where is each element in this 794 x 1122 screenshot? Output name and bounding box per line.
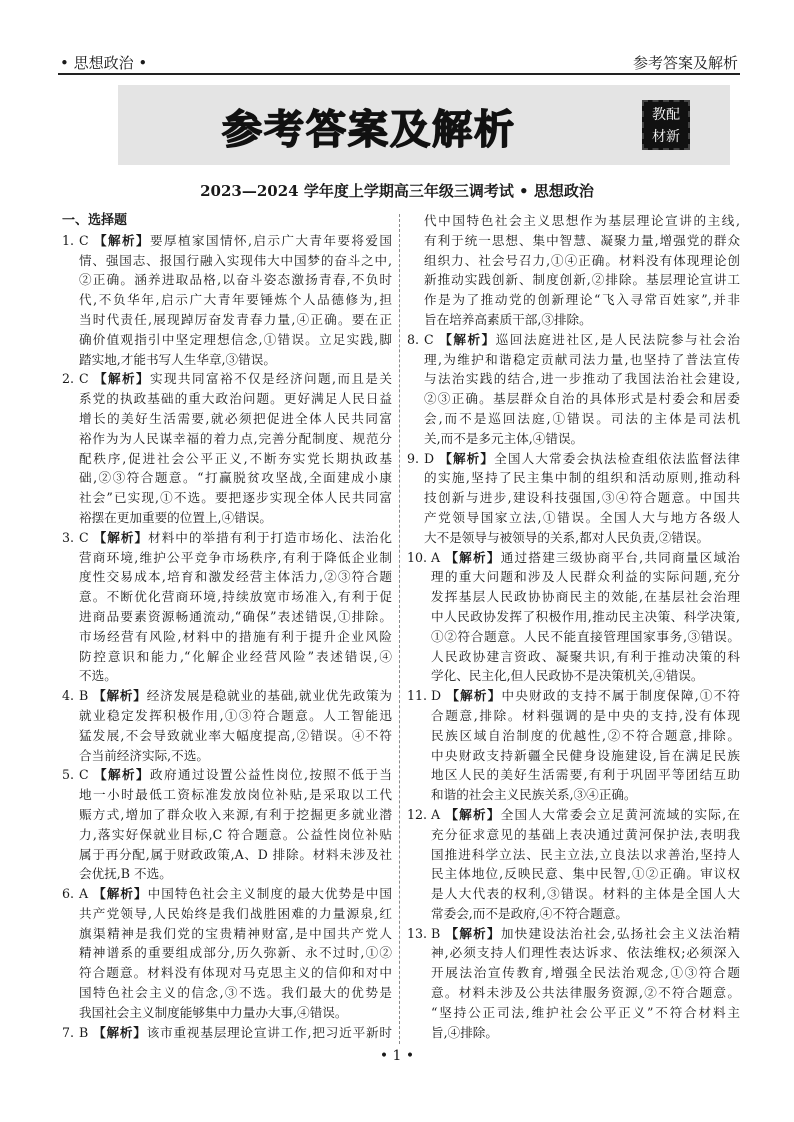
banner-title: 参考答案及解析 bbox=[222, 107, 516, 153]
answer-item bbox=[407, 805, 740, 924]
question-number: 4. bbox=[62, 688, 75, 704]
question-number: 11. bbox=[407, 688, 428, 704]
section-heading: 一、选择题 bbox=[62, 213, 128, 228]
answer-letter: A bbox=[431, 806, 446, 822]
answer-line: 与法治实践的结合,进一步推动了我国法治社会建设, bbox=[424, 371, 740, 387]
answer-letter: D bbox=[424, 450, 440, 466]
answer-line: 代,不负华年,启示广大青年要锤炼个人品德修为,担 bbox=[79, 292, 392, 308]
answer-line: 共产党领导,人民始终是我们战胜困难的力量源泉,红 bbox=[79, 905, 392, 921]
answer-line: 力,落实好保就业目标,C 符合题意。公益性岗位补贴 bbox=[79, 826, 392, 842]
analysis-tag: 【解析】 bbox=[445, 549, 501, 565]
analysis-tag: 【解析】 bbox=[439, 450, 495, 466]
answer-letter: B bbox=[79, 688, 94, 704]
stamp-line-2: 材新 bbox=[652, 129, 680, 145]
header-title: 参考答案及解析 bbox=[632, 54, 738, 72]
answer-line: 营商环境,维护公平竞争市场秩序,有利于降低企业制 bbox=[79, 549, 392, 565]
answer-text: 中国特色社会主义制度的最大优势是中国 bbox=[147, 886, 392, 902]
column-divider bbox=[399, 214, 400, 1044]
question-number: 3. bbox=[62, 529, 75, 545]
answer-item bbox=[62, 369, 392, 527]
title-banner bbox=[118, 85, 730, 165]
question-number: 13. bbox=[407, 925, 428, 941]
answer-line: 中人民政协发挥了积极作用,推动民主决策、科学决策, bbox=[431, 608, 740, 624]
answer-letter: A bbox=[431, 549, 446, 565]
answer-line: 市场经营有风险,材料中的措施有利于提升企业风险 bbox=[79, 628, 392, 644]
answer-line: 国特色社会主义的信念,③不选。我们最大的优势是 bbox=[79, 985, 392, 1001]
question-number: 10. bbox=[407, 549, 428, 565]
answer-line: 旨在培养高素质干部,③排除。 bbox=[424, 311, 592, 327]
answer-line: 当时代责任,展现踔厉奋发青春力量,④正确。要在正 bbox=[79, 311, 392, 327]
analysis-tag: 【解析】 bbox=[94, 371, 151, 387]
answer-first-line bbox=[62, 884, 392, 904]
answer-first-line bbox=[407, 548, 740, 568]
answer-line: 组织力、社会号召力,①④正确。材料没有体现理论创 bbox=[424, 252, 740, 268]
header-rule bbox=[58, 73, 740, 75]
answer-item bbox=[62, 231, 392, 370]
answer-letter: A bbox=[79, 886, 94, 902]
answer-first-line bbox=[407, 330, 740, 350]
answer-line: 人民政协建言资政、凝聚共识,有利于推动决策的科 bbox=[431, 648, 740, 664]
analysis-tag: 【解析】 bbox=[93, 886, 148, 902]
answer-text: 巡回法庭进社区,是人民法院参与社会治 bbox=[495, 331, 740, 347]
answer-line: 理,为维护和谐稳定贡献司法力量,也坚持了普法宣传 bbox=[424, 351, 740, 367]
header-subject: • 思想政治 • bbox=[60, 54, 148, 72]
answer-line: 合题意,排除。材料强调的是中央的支持,没有体现 bbox=[431, 707, 740, 723]
answer-line: 神,必须支持人们理性表达诉求、依法维权;必须深入 bbox=[431, 945, 740, 961]
answer-item bbox=[62, 1023, 392, 1043]
logo-stamp bbox=[642, 100, 690, 150]
answer-line: 理的重大问题和涉及人民群众利益的实际问题,充分 bbox=[431, 569, 740, 585]
analysis-tag: 【解析】 bbox=[439, 331, 496, 347]
answer-item bbox=[62, 686, 392, 765]
analysis-tag: 【解析】 bbox=[445, 925, 501, 941]
answer-first-line bbox=[407, 449, 740, 469]
answer-line: 充分征求意见的基础上表决通过黄河保护法,表明我 bbox=[431, 826, 740, 842]
question-number: 9. bbox=[407, 450, 420, 466]
answer-text: 政府通过设置公益性岗位,按照不低于当 bbox=[150, 767, 392, 783]
answer-line: 民族区域自治制度的优越性,②不符合题意,排除。 bbox=[431, 727, 740, 743]
answer-item bbox=[62, 884, 392, 1023]
answer-first-line bbox=[62, 369, 392, 389]
analysis-tag: 【解析】 bbox=[94, 767, 151, 783]
answer-letter: C bbox=[79, 232, 95, 248]
question-number: 1. bbox=[62, 232, 75, 248]
answer-line: 关,而不是多元主体,④错误。 bbox=[424, 430, 584, 446]
answer-first-line bbox=[62, 765, 392, 785]
answer-first-line bbox=[62, 528, 392, 548]
answer-line: 防控意识和能力,“化解企业经营风险”表述错误,④ bbox=[79, 648, 392, 664]
answer-first-line bbox=[407, 924, 740, 944]
answer-text: 加快建设法治社会,弘扬社会主义法治精 bbox=[500, 925, 740, 941]
answer-line: 我国社会主义制度能够集中力量办大事,④错误。 bbox=[79, 1004, 348, 1020]
answer-letter: C bbox=[79, 767, 95, 783]
analysis-tag: 【解析】 bbox=[94, 232, 151, 248]
answer-line: 大不是领导与被领导的关系,都对人民负责,②错误。 bbox=[424, 529, 710, 545]
answer-line: 地一小时最低工资标准发放岗位补贴,是采取以工代 bbox=[79, 787, 392, 803]
answer-line: 民主体地位,反映民意、集中民智,①②正确。审议权 bbox=[431, 866, 740, 882]
question-number: 8. bbox=[407, 331, 420, 347]
answer-line: 裕摆在更加重要的位置上,④错误。 bbox=[79, 509, 272, 525]
answer-item bbox=[407, 548, 740, 687]
answer-line: 就业稳定发挥积极作用,①③符合题意。人工智能迅 bbox=[79, 707, 392, 723]
answer-item bbox=[407, 330, 740, 449]
answer-line: 新推动实践创新、制度创新,②排除。基层理论宣讲工 bbox=[424, 272, 740, 288]
answer-line: 会,而不是巡回法庭,①错误。司法的主体是司法机 bbox=[424, 410, 740, 426]
answer-letter: C bbox=[79, 529, 94, 545]
answer-line: 旗渠精神是我们党的宝贵精神财富,是中国共产党人 bbox=[79, 925, 392, 941]
answer-line: 开展法治宣传教育,增强全民法治观念,①③符合题 bbox=[431, 965, 740, 981]
stamp-line-1: 教配 bbox=[652, 107, 680, 123]
analysis-tag: 【解析】 bbox=[93, 688, 147, 704]
answer-line: 意。材料未涉及公共法律服务资源,②不符合题意。 bbox=[431, 985, 740, 1001]
answer-line: 情、强国志、报国行融入实现伟大中国梦的奋斗之中, bbox=[79, 252, 392, 268]
left-column bbox=[62, 211, 392, 1042]
answer-line: 代中国特色社会主义思想作为基层理论宣讲的主线, bbox=[424, 213, 740, 228]
answer-line: 发挥基层人民政协协商民主的效能,在基层社会治理 bbox=[431, 589, 740, 605]
analysis-tag: 【解析】 bbox=[445, 806, 501, 822]
answer-line: 确价值观指引中坚定理想信念,①错误。立足实践,脚 bbox=[79, 331, 392, 347]
answer-line: 作是为了推动党的创新理论“飞入寻常百姓家”,并非 bbox=[424, 292, 740, 308]
page-number: • 1 • bbox=[379, 1048, 415, 1064]
question-number: 12. bbox=[407, 806, 428, 822]
analysis-tag: 【解析】 bbox=[93, 1024, 147, 1040]
answer-line: 不选。 bbox=[79, 668, 117, 684]
answer-letter: C bbox=[424, 331, 440, 347]
answer-line: 常委会,而不是政府,④不符合题意。 bbox=[431, 905, 628, 921]
answer-text: 该市重视基层理论宣讲工作,把习近平新时 bbox=[146, 1024, 392, 1040]
answer-first-line bbox=[407, 805, 740, 825]
answer-line: 精神谱系的重要组成部分,历久弥新、永不过时,①② bbox=[79, 945, 392, 961]
answer-line: ①②符合题意。人民不能直接管理国家事务,③错误。 bbox=[431, 628, 740, 644]
right-column bbox=[407, 211, 740, 1042]
answer-line: 国推进科学立法、民主立法,立良法以求善治,坚持人 bbox=[431, 846, 740, 862]
answer-first-line bbox=[62, 686, 392, 706]
answer-line: 赈方式,增加了群众收入来源,有利于挖掘更多就业潜 bbox=[79, 806, 392, 822]
answer-first-line bbox=[407, 686, 740, 706]
answer-line: 意。不断优化营商环境,持续放宽市场准入,有利于促 bbox=[79, 589, 392, 605]
answer-line: 础,②③符合题意。“打赢脱贫攻坚战,全面建成小康 bbox=[79, 470, 392, 486]
answer-line: 合当前经济实际,不选。 bbox=[79, 747, 209, 763]
answer-text: 通过搭建三级协商平台,共同商量区域治 bbox=[500, 549, 740, 565]
answer-text: 全国人大常委会执法检查组依法监督法律 bbox=[494, 450, 740, 466]
answer-line: 裕作为为人民谋幸福的着力点,完善分配制度、规范分 bbox=[79, 430, 392, 446]
answer-line: 猛发展,不会导致就业率大幅度提高,②错误。④不符 bbox=[79, 727, 392, 743]
answer-text: 材料中的举措有利于打造市场化、法治化 bbox=[148, 529, 392, 545]
answer-line: 的实施,坚持了民主集中制的组织和活动原则,推动科 bbox=[424, 470, 740, 486]
answer-line: 属于再分配,属于财政政策,A、D 排除。材料未涉及社 bbox=[79, 846, 392, 862]
answer-line: 中央财政支持新疆全民健身设施建设,旨在满足民族 bbox=[431, 747, 740, 763]
analysis-tag: 【解析】 bbox=[446, 688, 502, 704]
answer-letter: C bbox=[79, 371, 95, 387]
answer-line: 产党领导国家立法,①错误。全国人大与地方各级人 bbox=[424, 509, 740, 525]
answer-item bbox=[407, 449, 740, 548]
answer-line: 和谐的社会主义民族关系,③④正确。 bbox=[431, 787, 637, 803]
answer-line: 会优抚,B 不选。 bbox=[79, 866, 172, 882]
analysis-tag: 【解析】 bbox=[93, 529, 149, 545]
answer-line: “坚持公正司法,维护社会公平正义”不符合材料主 bbox=[431, 1004, 740, 1020]
answer-first-line bbox=[62, 1023, 392, 1043]
answer-line: 旨,④排除。 bbox=[431, 1024, 498, 1040]
answer-line: 社会”已实现,①不选。要把逐步实现全体人民共同富 bbox=[79, 490, 392, 506]
answer-letter: D bbox=[431, 688, 447, 704]
answer-item bbox=[407, 686, 740, 805]
answer-letter: B bbox=[79, 1024, 94, 1040]
answer-line: 有利于统一思想、集中智慧、凝聚力量,增强党的群众 bbox=[424, 232, 740, 248]
answer-line: 增长的美好生活需要,就必须把促进全体人民共同富 bbox=[79, 410, 392, 426]
answer-line: 度性交易成本,培育和激发经营主体活力,②③符合题 bbox=[79, 569, 392, 585]
answer-text: 全国人大常委会立足黄河流域的实际,在 bbox=[500, 806, 740, 822]
answer-item bbox=[407, 924, 740, 1043]
question-number: 7. bbox=[62, 1024, 75, 1040]
answer-line: ②正确。涵养进取品格,以奋斗姿态激扬青春,不负时 bbox=[79, 272, 392, 288]
exam-subtitle: 2023—2024 学年度上学期高三年级三调考试 • 思想政治 bbox=[200, 182, 594, 200]
question-number: 6. bbox=[62, 886, 75, 902]
answer-line: 学化、民主化,但人民政协不是决策机关,④错误。 bbox=[431, 668, 704, 684]
answer-line: 地区人民的美好生活需要,有利于巩固平等团结互助 bbox=[431, 767, 740, 783]
answer-line: 技创新与进步,建设科技强国,③④符合题意。中国共 bbox=[424, 490, 740, 506]
question-number: 2. bbox=[62, 371, 75, 387]
answer-first-line bbox=[62, 231, 392, 251]
answer-line: 系党的执政基础的重大政治问题。更好满足人民日益 bbox=[79, 391, 392, 407]
answer-letter: B bbox=[431, 925, 446, 941]
answer-line: ②③正确。基层群众自治的具体形式是村委会和居委 bbox=[424, 391, 740, 407]
question-number: 5. bbox=[62, 767, 75, 783]
answer-item bbox=[62, 528, 392, 686]
answer-text: 要厚植家国情怀,启示广大青年要将爱国 bbox=[150, 232, 392, 248]
answer-text: 经济发展是稳就业的基础,就业优先政策为 bbox=[146, 688, 392, 704]
answer-item bbox=[62, 765, 392, 884]
answer-line: 是人大代表的权利,③错误。材料的主体是全国人大 bbox=[431, 886, 740, 902]
answer-line: 符合题意。材料没有体现对马克思主义的信仰和对中 bbox=[79, 965, 392, 981]
answer-text: 实现共同富裕不仅是经济问题,而且是关 bbox=[150, 371, 392, 387]
answer-line: 踏实地,才能书写人生华章,③错误。 bbox=[79, 351, 276, 367]
answer-text: 中央财政的支持不属于制度保障,①不符 bbox=[501, 688, 740, 704]
answer-line: 进商品要素资源畅通流动,“确保”表述错误,①排除。 bbox=[79, 608, 392, 624]
answer-line: 配秩序,促进社会公平正义,不断夯实党长期执政基 bbox=[79, 450, 392, 466]
